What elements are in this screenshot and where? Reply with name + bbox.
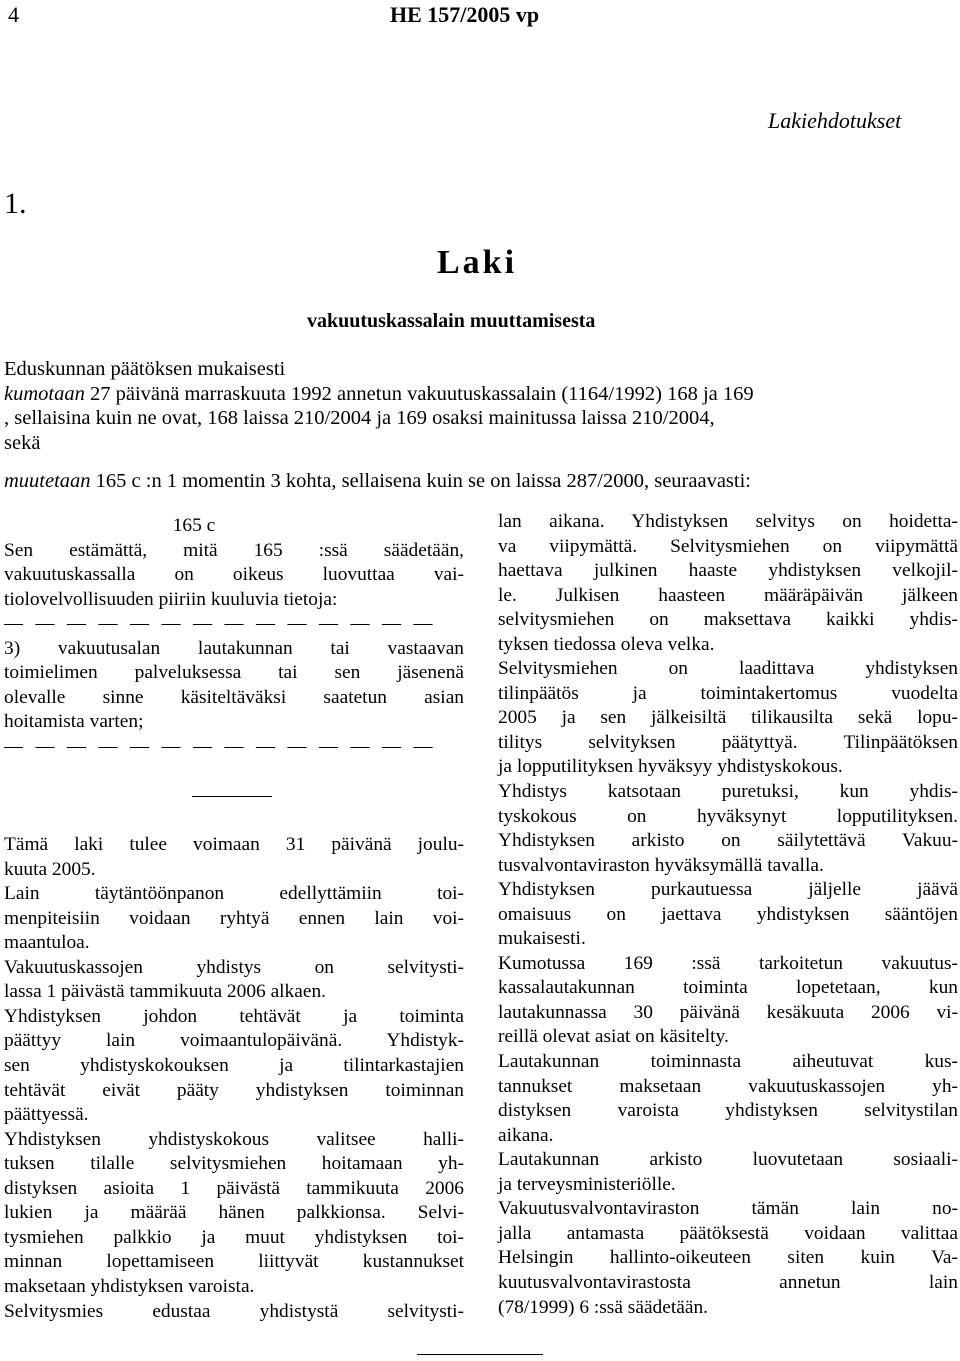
- omission-dashes: — — — — — — — — — — — — — —: [4, 735, 434, 757]
- text-line: Vakuutuskassojen yhdistys on selvitysti-: [4, 956, 464, 978]
- text-line: 3) vakuutusalan lautakunnan tai vastaavan: [4, 637, 464, 659]
- text-line: olevalle sinne käsiteltäväksi saatetun asian: [4, 686, 464, 708]
- preamble-verb: muutetaan: [4, 470, 91, 492]
- text-line: Lautakunnan arkisto luovutetaan sosiaali-: [498, 1149, 958, 1171]
- law-title: Laki: [437, 244, 518, 281]
- right-column: [498, 510, 958, 1320]
- preamble-line: , sellaisina kuin ne ovat, 168 laissa 210/2004 ja 169 osaksi mainitussa laissa 210/2004,: [4, 407, 715, 429]
- preamble-line: sekä: [4, 431, 41, 454]
- text-line: tehtävät eivät pääty yhdistyksen toiminnan: [4, 1079, 464, 1101]
- text-line: Yhdistyksen yhdistyskokous valitsee halli-: [4, 1128, 464, 1150]
- text-line: lautakunnassa 30 päivänä kesäkuuta 2006 vi-: [498, 1001, 958, 1023]
- left-column: [4, 514, 464, 1324]
- text-line: ja lopputilityksen hyväksyy yhdistyskokous.: [498, 756, 843, 778]
- text-line: omaisuus on jaettava yhdistyksen sääntöjen: [498, 903, 958, 925]
- text-line: mukaisesti.: [498, 928, 586, 950]
- page-number: 4: [8, 2, 19, 27]
- preamble-text: 27 päivänä marraskuuta 1992 annetun vakuutuskassalain (1164/1992) 168 ja 169: [84, 382, 754, 405]
- text-line: kuutusvalvontavirastosta annetun lain: [498, 1271, 958, 1293]
- text-line: le. Julkisen haasteen määräpäivän jälkeen: [498, 584, 958, 606]
- text-line: lukien ja määrää hänen palkkionsa. Selvi-: [4, 1202, 464, 1224]
- text-line: Selvitysmiehen on laadittava yhdistyksen: [498, 658, 958, 680]
- text-line: Lautakunnan toiminnasta aiheutuvat kus-: [498, 1051, 958, 1073]
- text-line: reillä olevat asiat on käsitelty.: [498, 1026, 729, 1048]
- text-line: tusvalvontaviraston hyväksymällä tavalla.: [498, 854, 824, 876]
- bottom-separator-line: [417, 1354, 543, 1355]
- text-line: tilitys selvityksen päätyttyä. Tilinpäätöksen: [498, 731, 958, 753]
- text-line: minnan lopettamiseen liittyvät kustannukset: [4, 1251, 464, 1273]
- text-line: distyksen varoista yhdistyksen selvitystilan: [498, 1100, 958, 1122]
- omission-dashes: — — — — — — — — — — — — — —: [4, 613, 434, 635]
- section-label: 165 c: [172, 515, 216, 536]
- text-line: lassa 1 päivästä tammikuuta 2006 alkaen.: [4, 981, 327, 1003]
- text-line: päättyessä.: [4, 1104, 89, 1126]
- text-line: jalla antamasta päätöksestä voidaan valittaa: [498, 1222, 958, 1244]
- text-line: aikana.: [498, 1124, 554, 1146]
- preamble: [4, 357, 959, 494]
- text-line: Selvitysmies edustaa yhdistystä selvitysti-: [4, 1300, 464, 1322]
- text-line: hoitamista varten;: [4, 711, 144, 733]
- law-number: 1.: [4, 187, 27, 220]
- text-line: tiolovelvollisuuden piiriin kuuluvia tietoja:: [4, 588, 338, 610]
- text-line: va viipymättä. Selvitysmiehen on viipymättä: [498, 535, 958, 557]
- text-line: maantuloa.: [4, 932, 90, 954]
- text-line: tuksen tilalle selvitysmiehen hoitamaan yh-: [4, 1153, 464, 1175]
- preamble-line: [4, 469, 959, 494]
- text-line: kassalautakunnan toiminta lopetetaan, kun: [498, 977, 958, 999]
- text-line: Sen estämättä, mitä 165 :ssä säädetään,: [4, 539, 464, 561]
- text-line: Vakuutusvalvontaviraston tämän lain no-: [498, 1198, 958, 1220]
- text-line: lan aikana. Yhdistyksen selvitys on hoidetta-: [498, 511, 958, 532]
- preamble-text: 165 c :n 1 momentin 3 kohta, sellaisena kuin se on laissa 287/2000, seuraavasti:: [90, 470, 751, 492]
- text-line: distyksen asioita 1 päivästä tammikuuta 2006: [4, 1177, 464, 1199]
- text-line: Lain täytäntöönpanon edellyttämiin toi-: [4, 883, 464, 905]
- text-line: tysmiehen palkkio ja muut yhdistyksen toi-: [4, 1226, 464, 1248]
- text-line: kuuta 2005.: [4, 858, 96, 880]
- section-heading: Lakiehdotukset: [768, 108, 902, 133]
- text-line: päättyy lain voimaantulopäivänä. Yhdistyk-: [4, 1030, 464, 1052]
- document-id: HE 157/2005 vp: [390, 2, 540, 27]
- text-line: Helsingin hallinto-oikeuteen siten kuin Va-: [498, 1247, 958, 1269]
- text-line: haettava julkinen haaste yhdistyksen velkojil-: [498, 560, 958, 582]
- text-line: 2005 ja sen jälkeisiltä tilikausilta sekä lopu-: [498, 707, 958, 729]
- text-line: Yhdistyksen johdon tehtävät ja toiminta: [4, 1005, 464, 1027]
- text-line: sen yhdistyskokouksen ja tilintarkastajien: [4, 1055, 464, 1077]
- text-line: tannukset maksetaan vakuutuskassojen yh-: [498, 1075, 958, 1097]
- preamble-line: [4, 382, 959, 407]
- text-line: selvitysmiehen on maksettava kaikki yhdis-: [498, 609, 958, 631]
- text-line: tyskokous on hyväksynyt lopputilityksen.: [498, 805, 958, 827]
- text-line: Yhdistyksen purkautuessa jäljelle jäävä: [498, 879, 958, 901]
- text-line: vakuutuskassalla on oikeus luovuttaa vai-: [4, 564, 464, 586]
- text-line: tilinpäätös ja toimintakertomus vuodelta: [498, 682, 958, 704]
- preamble-verb: kumotaan: [4, 382, 85, 405]
- text-line: tyksen tiedossa oleva velka.: [498, 633, 715, 655]
- text-line: Tämä laki tulee voimaan 31 päivänä joulu-: [4, 834, 464, 856]
- preamble-line: Eduskunnan päätöksen mukaisesti: [4, 358, 286, 380]
- text-line: ja terveysministeriölle.: [498, 1173, 676, 1195]
- text-line: maksetaan yhdistyksen varoista.: [4, 1275, 255, 1297]
- text-line: Yhdistyksen arkisto on säilytettävä Vakuu-: [498, 830, 958, 852]
- text-line: Kumotussa 169 :ssä tarkoitetun vakuutus-: [498, 952, 958, 974]
- text-line: (78/1999) 6 :ssä säädetään.: [498, 1296, 709, 1318]
- text-line: menpiteisiin voidaan ryhtyä ennen lain voi-: [4, 907, 464, 929]
- law-subtitle: vakuutuskassalain muuttamisesta: [307, 310, 596, 332]
- text-line: Yhdistys katsotaan puretuksi, kun yhdis-: [498, 781, 958, 803]
- separator-line: [4, 784, 464, 809]
- text-line: toimielimen palveluksessa tai sen jäsenenä: [4, 662, 464, 684]
